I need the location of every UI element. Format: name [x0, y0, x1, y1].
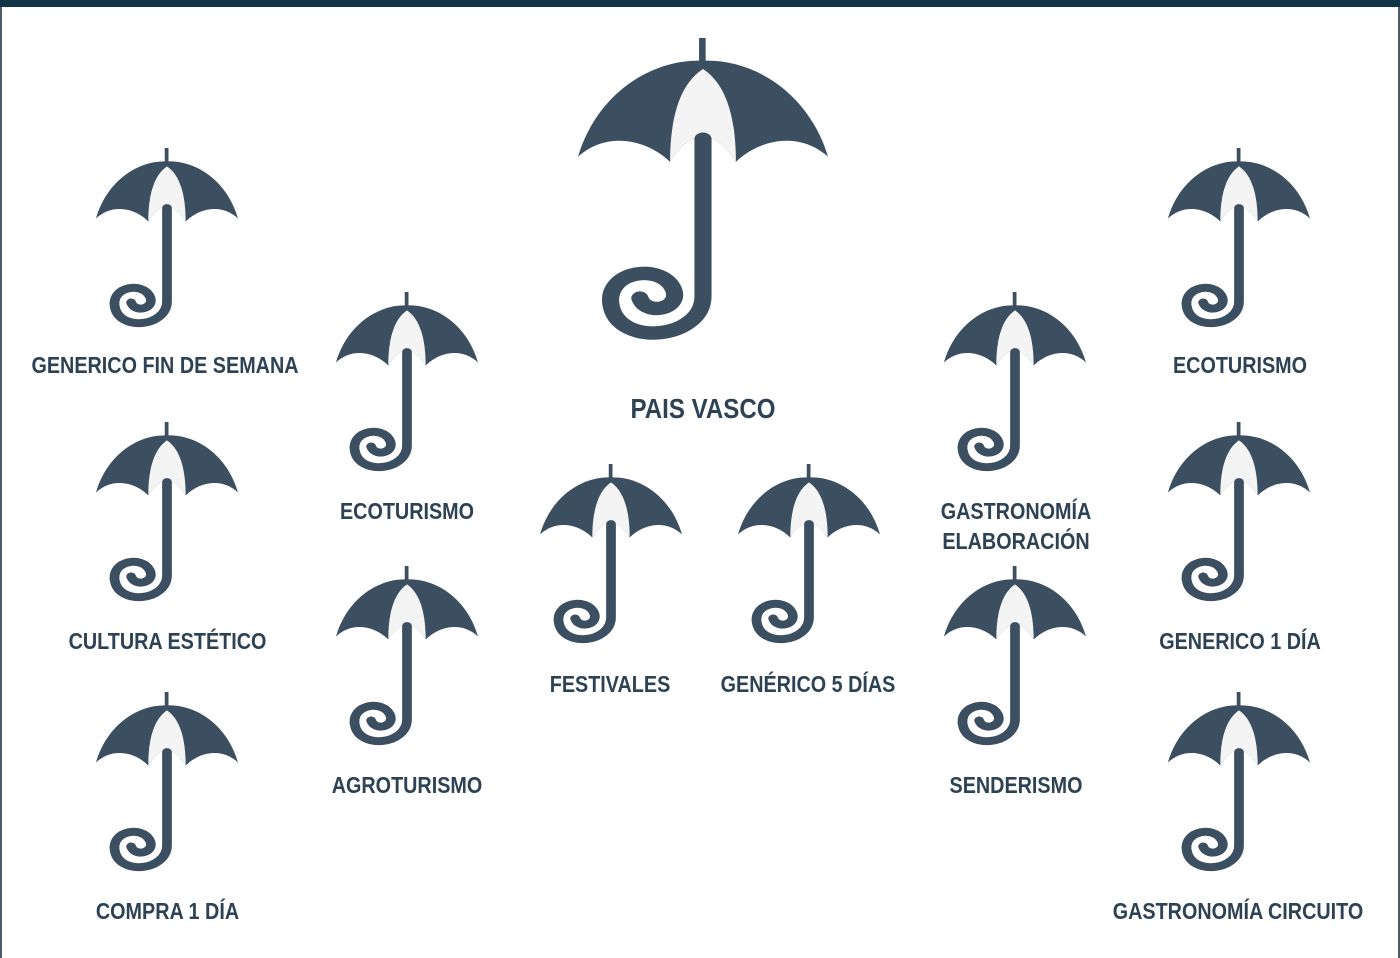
node-label: GENÉRICO 5 DÍAS [720, 671, 896, 697]
top-bar [0, 0, 1400, 7]
umbrella-icon [738, 464, 880, 654]
node-label: ECOTURISMO [339, 498, 475, 524]
node-label: GASTRONOMÍA CIRCUITO [1112, 898, 1364, 924]
node-label: COMPRA 1 DÍA [95, 898, 240, 924]
umbrella-icon [1168, 692, 1310, 882]
umbrella-icon [96, 148, 238, 338]
umbrella-icon [336, 292, 478, 482]
node-label: SENDERISMO [949, 772, 1083, 798]
node-label: FESTIVALES [549, 671, 671, 697]
umbrella-icon [578, 38, 828, 358]
node-label: AGROTURISMO [331, 772, 483, 798]
umbrella-icon [336, 566, 478, 756]
node-label: PAIS VASCO [630, 393, 776, 424]
umbrella-icon [1168, 422, 1310, 612]
node-label: ECOTURISMO [1172, 352, 1308, 378]
umbrella-icon [96, 692, 238, 882]
umbrella-icon [944, 292, 1086, 482]
umbrella-icon [540, 464, 682, 654]
umbrella-icon [1168, 148, 1310, 338]
node-label: GENERICO FIN DE SEMANA [31, 352, 299, 378]
umbrella-icon [944, 566, 1086, 756]
node-label: GASTRONOMÍA ELABORACIÓN [940, 498, 1092, 554]
node-label: CULTURA ESTÉTICO [68, 628, 267, 654]
umbrella-icon [96, 422, 238, 612]
node-label: GENERICO 1 DÍA [1159, 628, 1321, 654]
